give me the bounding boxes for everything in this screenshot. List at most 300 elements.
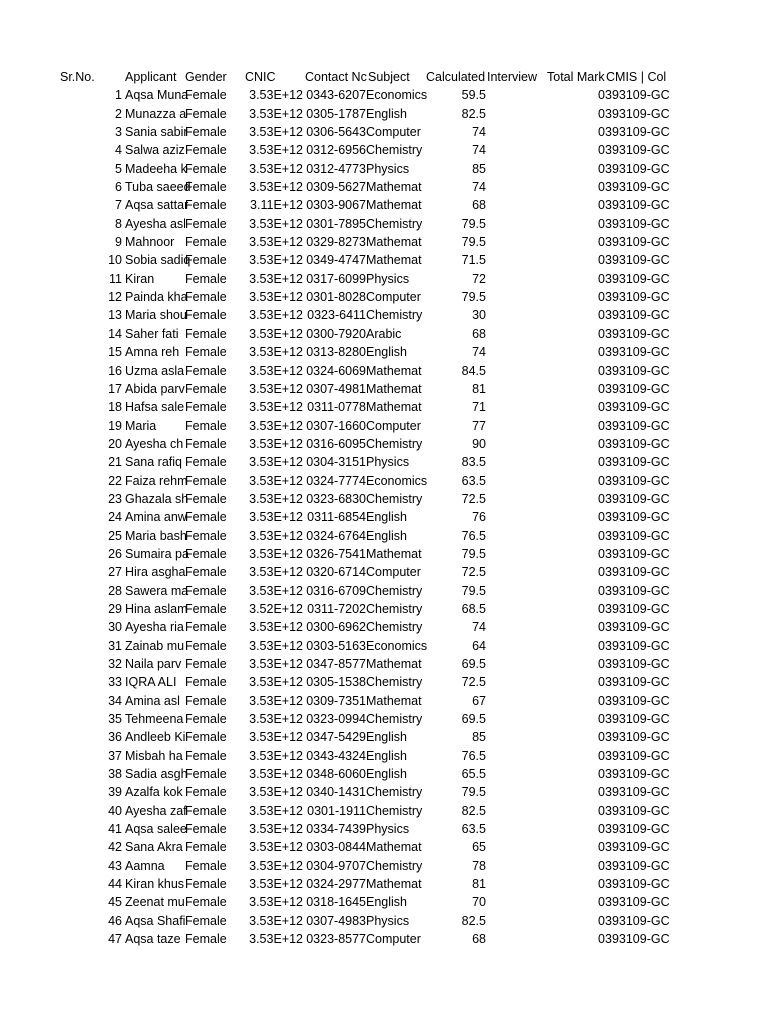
- cell-calculated: 79.5: [461, 235, 486, 250]
- cell-srno: 33: [108, 675, 122, 690]
- cell-gender: Female: [185, 418, 227, 433]
- cell-total: 0: [598, 638, 605, 653]
- header-cnic: CNIC: [245, 70, 276, 84]
- cell-contact: 0324-7774: [306, 473, 366, 488]
- cell-total: 0: [598, 106, 605, 121]
- cell-cmis: 393109-GC: [605, 290, 670, 305]
- cell-subject: Computer: [366, 565, 421, 580]
- cell-cmis: 393109-GC: [605, 840, 670, 855]
- cell-calculated: 68: [472, 198, 486, 213]
- cell-contact: 0307-4981: [306, 381, 366, 396]
- cell-srno: 32: [108, 657, 122, 671]
- cell-subject: Mathemat: [366, 693, 422, 708]
- cell-calculated: 69.5: [461, 712, 486, 727]
- cell-total: 0: [598, 767, 605, 782]
- cell-total: 0: [598, 565, 605, 580]
- cell-gender: Female: [185, 473, 227, 488]
- cell-contact: 0303-9067: [306, 198, 366, 213]
- cell-total: 0: [598, 473, 605, 488]
- cell-contact: 0301-7895: [306, 216, 366, 231]
- cell-cnic: 3.53E+12: [249, 436, 303, 451]
- cell-cnic: 3.53E+12: [249, 858, 303, 873]
- cell-srno: 40: [108, 803, 122, 818]
- cell-total: 0: [598, 345, 605, 360]
- cell-contact: 0324-6069: [306, 363, 366, 378]
- cell-gender: Female: [185, 638, 227, 653]
- cell-subject: Computer: [366, 932, 421, 947]
- cell-cnic: 3.53E+12: [249, 363, 303, 378]
- cell-cnic: 3.53E+12: [249, 290, 303, 305]
- cell-calculated: 65: [472, 840, 486, 855]
- cell-applicant: Aqsa Muna: [125, 88, 189, 103]
- cell-gender: Female: [185, 271, 227, 286]
- cell-contact: 0301-1911: [307, 803, 366, 818]
- cell-gender: Female: [185, 620, 227, 635]
- cell-cnic: 3.53E+12: [249, 235, 303, 250]
- cell-applicant: Salwa aziz: [125, 143, 185, 158]
- table-row: [0, 288, 768, 306]
- cell-total: 0: [598, 730, 605, 745]
- cell-subject: Chemistry: [366, 785, 423, 800]
- cell-subject: English: [366, 510, 407, 525]
- cell-subject: English: [366, 730, 407, 745]
- table-row: [0, 490, 768, 508]
- cell-cnic: 3.53E+12: [249, 418, 303, 433]
- cell-applicant: Tuba saeed: [125, 180, 191, 195]
- cell-total: 0: [598, 510, 605, 525]
- cell-srno: 23: [108, 491, 122, 506]
- cell-contact: 0343-6207: [306, 88, 366, 103]
- cell-cnic: 3.53E+12: [249, 638, 303, 653]
- cell-gender: Female: [185, 748, 227, 763]
- cell-cnic: 3.53E+12: [249, 400, 303, 415]
- header-row: [0, 68, 768, 86]
- cell-total: 0: [598, 601, 605, 616]
- cell-subject: Economics: [366, 638, 428, 653]
- cell-applicant: Faiza rehm: [125, 473, 188, 488]
- cell-total: 0: [598, 198, 605, 213]
- cell-applicant: Aqsa salee: [125, 822, 187, 837]
- cell-contact: 0307-4983: [306, 913, 366, 928]
- cell-calculated: 68: [472, 932, 486, 947]
- cell-applicant: Amina anw: [125, 510, 187, 525]
- cell-cmis: 393109-GC: [605, 895, 670, 910]
- cell-calculated: 82.5: [461, 913, 486, 928]
- cell-cnic: 3.53E+12: [249, 565, 303, 580]
- cell-contact: 0313-8280: [306, 345, 366, 360]
- cell-total: 0: [598, 877, 605, 892]
- cell-srno: 12: [108, 290, 122, 305]
- header-calculated: Calculated: [426, 70, 486, 84]
- cell-applicant: Saher fati: [125, 326, 179, 341]
- cell-applicant: Hafsa sale: [125, 400, 185, 415]
- cell-cnic: 3.52E+12: [249, 601, 303, 616]
- cell-cmis: 393109-GC: [605, 345, 670, 360]
- cell-gender: Female: [185, 822, 227, 837]
- cell-total: 0: [598, 620, 605, 635]
- cell-contact: 0323-0994: [306, 712, 366, 727]
- cell-calculated: 64: [472, 638, 486, 653]
- cell-cnic: 3.53E+12: [249, 216, 303, 231]
- cell-srno: 37: [108, 748, 122, 763]
- cell-cnic: 3.53E+12: [249, 308, 303, 323]
- cell-total: 0: [598, 271, 605, 286]
- cell-gender: Female: [185, 913, 227, 928]
- cell-srno: 24: [108, 510, 122, 525]
- cell-contact: 0347-5429: [306, 730, 366, 745]
- cell-cnic: 3.53E+12: [249, 785, 303, 800]
- cell-calculated: 76.5: [461, 748, 486, 763]
- cell-calculated: 63.5: [461, 473, 486, 488]
- cell-cnic: 3.53E+12: [249, 381, 303, 396]
- table-row: [0, 820, 768, 838]
- cell-total: 0: [598, 436, 605, 451]
- table-row: [0, 453, 768, 471]
- cell-total: 0: [598, 693, 605, 708]
- table-row: [0, 472, 768, 490]
- cell-cnic: 3.53E+12: [249, 180, 303, 195]
- cell-subject: Chemistry: [366, 620, 423, 635]
- cell-srno: 47: [108, 932, 122, 947]
- cell-cmis: 393109-GC: [605, 235, 670, 250]
- table-row: [0, 123, 768, 141]
- cell-cmis: 393109-GC: [605, 106, 670, 121]
- cell-cmis: 393109-GC: [605, 638, 670, 653]
- cell-total: 0: [598, 785, 605, 800]
- cell-calculated: 82.5: [461, 803, 486, 818]
- cell-applicant: Aqsa Shafi: [125, 913, 186, 928]
- cell-applicant: Maria shou: [125, 308, 187, 323]
- cell-applicant: Sumaira pa: [125, 546, 189, 561]
- cell-cnic: 3.53E+12: [249, 473, 303, 488]
- cell-subject: Chemistry: [366, 858, 423, 873]
- cell-contact: 0349-4747: [306, 253, 366, 268]
- cell-contact: 0324-6764: [306, 528, 366, 543]
- table-row: [0, 435, 768, 453]
- cell-cnic: 3.53E+12: [249, 693, 303, 708]
- cell-applicant: Sana Akra: [125, 840, 183, 855]
- cell-srno: 2: [115, 106, 122, 121]
- cell-calculated: 74: [472, 620, 486, 635]
- table-row: [0, 747, 768, 765]
- cell-cnic: 3.53E+12: [249, 583, 303, 598]
- table-row: [0, 728, 768, 746]
- cell-cmis: 393109-GC: [605, 308, 670, 323]
- cell-calculated: 68: [472, 326, 486, 341]
- cell-srno: 39: [108, 785, 122, 800]
- cell-total: 0: [598, 381, 605, 396]
- cell-cnic: 3.53E+12: [249, 730, 303, 745]
- cell-subject: Economics: [366, 473, 428, 488]
- table-row: [0, 802, 768, 820]
- cell-cmis: 393109-GC: [605, 271, 670, 286]
- cell-applicant: Ayesha asl: [125, 216, 186, 231]
- cell-calculated: 81: [472, 381, 486, 396]
- cell-cmis: 393109-GC: [605, 822, 670, 837]
- cell-cmis: 393109-GC: [605, 161, 670, 176]
- cell-applicant: Naila parv: [125, 657, 182, 671]
- cell-cmis: 393109-GC: [605, 253, 670, 268]
- cell-cnic: 3.53E+12: [249, 803, 303, 818]
- table-row: [0, 398, 768, 416]
- cell-cmis: 393109-GC: [605, 180, 670, 195]
- cell-calculated: 72: [472, 271, 486, 286]
- cell-cnic: 3.53E+12: [249, 546, 303, 561]
- cell-applicant: Uzma asla: [125, 363, 185, 378]
- cell-calculated: 72.5: [461, 675, 486, 690]
- cell-srno: 13: [108, 308, 122, 323]
- cell-applicant: Azalfa kok: [125, 785, 183, 800]
- cell-applicant: Hira asgha: [125, 565, 186, 580]
- cell-gender: Female: [185, 712, 227, 727]
- cell-total: 0: [598, 932, 605, 947]
- cell-cnic: 3.53E+12: [249, 767, 303, 782]
- cell-gender: Female: [185, 161, 227, 176]
- cell-cmis: 393109-GC: [605, 473, 670, 488]
- cell-calculated: 82.5: [461, 106, 486, 121]
- cell-cnic: 3.53E+12: [249, 913, 303, 928]
- cell-srno: 34: [108, 693, 122, 708]
- table-row: [0, 343, 768, 361]
- cell-cmis: 393109-GC: [605, 546, 670, 561]
- cell-applicant: Zainab mu: [125, 638, 185, 653]
- cell-srno: 19: [108, 418, 122, 433]
- cell-subject: Mathemat: [366, 235, 422, 250]
- cell-applicant: Sania sabir: [125, 125, 188, 140]
- cell-calculated: 84.5: [461, 363, 486, 378]
- cell-srno: 31: [108, 638, 122, 653]
- cell-gender: Female: [185, 125, 227, 140]
- cell-gender: Female: [185, 88, 227, 103]
- cell-gender: Female: [185, 785, 227, 800]
- cell-cmis: 393109-GC: [605, 528, 670, 543]
- cell-contact: 0316-6709: [306, 583, 366, 598]
- cell-srno: 11: [109, 271, 122, 286]
- cell-applicant: Hina aslam: [125, 601, 188, 616]
- cell-subject: Chemistry: [366, 712, 423, 727]
- table-row: [0, 673, 768, 691]
- cell-subject: Computer: [366, 290, 421, 305]
- cell-cmis: 393109-GC: [605, 785, 670, 800]
- table-body: [0, 86, 768, 948]
- cell-gender: Female: [185, 143, 227, 158]
- cell-gender: Female: [185, 363, 227, 378]
- cell-calculated: 68.5: [461, 601, 486, 616]
- cell-total: 0: [598, 125, 605, 140]
- cell-contact: 0301-8028: [306, 290, 366, 305]
- cell-subject: Mathemat: [366, 877, 422, 892]
- cell-total: 0: [598, 546, 605, 561]
- cell-cnic: 3.53E+12: [249, 161, 303, 176]
- cell-calculated: 85: [472, 161, 486, 176]
- cell-subject: Chemistry: [366, 491, 423, 506]
- cell-cnic: 3.53E+12: [249, 143, 303, 158]
- cell-contact: 0334-7439: [306, 822, 366, 837]
- cell-applicant: Ayesha zaf: [125, 803, 187, 818]
- cell-cmis: 393109-GC: [605, 583, 670, 598]
- cell-gender: Female: [185, 803, 227, 818]
- cell-applicant: Aamna: [125, 858, 165, 873]
- cell-gender: Female: [185, 253, 227, 268]
- cell-gender: Female: [185, 345, 227, 360]
- cell-applicant: Abida parv: [125, 381, 185, 396]
- cell-cnic: 3.53E+12: [249, 491, 303, 506]
- cell-calculated: 30: [472, 308, 486, 323]
- cell-contact: 0311-7202: [307, 601, 366, 616]
- cell-contact: 0311-6854: [307, 510, 366, 525]
- cell-srno: 4: [115, 143, 122, 158]
- cell-subject: English: [366, 748, 407, 763]
- cell-cmis: 393109-GC: [605, 657, 670, 671]
- cell-gender: Female: [185, 308, 227, 323]
- cell-total: 0: [598, 143, 605, 158]
- table-row: [0, 251, 768, 269]
- cell-contact: 0305-1538: [306, 675, 366, 690]
- cell-cnic: 3.53E+12: [249, 271, 303, 286]
- cell-contact: 0326-7541: [306, 546, 366, 561]
- cell-cmis: 393109-GC: [605, 143, 670, 158]
- cell-calculated: 76.5: [461, 528, 486, 543]
- cell-subject: Mathemat: [366, 840, 422, 855]
- table-row: [0, 325, 768, 343]
- cell-cmis: 393109-GC: [605, 620, 670, 635]
- table-row: [0, 875, 768, 893]
- cell-cmis: 393109-GC: [605, 767, 670, 782]
- cell-cmis: 393109-GC: [605, 858, 670, 873]
- cell-srno: 21: [108, 455, 122, 470]
- cell-subject: Chemistry: [366, 308, 423, 323]
- cell-gender: Female: [185, 858, 227, 873]
- cell-srno: 46: [108, 913, 122, 928]
- cell-gender: Female: [185, 932, 227, 947]
- cell-calculated: 76: [472, 510, 486, 525]
- cell-srno: 28: [108, 583, 122, 598]
- cell-subject: Chemistry: [366, 583, 423, 598]
- cell-contact: 0306-5643: [306, 125, 366, 140]
- cell-gender: Female: [185, 326, 227, 341]
- cell-applicant: Painda kha: [125, 290, 188, 305]
- cell-gender: Female: [185, 400, 227, 415]
- cell-gender: Female: [185, 528, 227, 543]
- cell-total: 0: [598, 235, 605, 250]
- cell-applicant: Amina asl: [125, 693, 180, 708]
- table-row: [0, 196, 768, 214]
- cell-srno: 25: [108, 528, 122, 543]
- cell-contact: 0304-3151: [306, 455, 366, 470]
- cell-total: 0: [598, 216, 605, 231]
- table-row: [0, 563, 768, 581]
- table-row: [0, 545, 768, 563]
- cell-srno: 38: [108, 767, 122, 782]
- cell-calculated: 78: [472, 858, 486, 873]
- cell-cmis: 393109-GC: [605, 436, 670, 451]
- cell-contact: 0348-6060: [306, 767, 366, 782]
- cell-total: 0: [598, 675, 605, 690]
- cell-srno: 17: [108, 381, 122, 396]
- cell-srno: 22: [108, 473, 122, 488]
- cell-contact: 0317-6099: [306, 271, 366, 286]
- cell-cnic: 3.11E+12: [250, 198, 303, 213]
- cell-total: 0: [598, 253, 605, 268]
- cell-srno: 1: [115, 88, 122, 103]
- cell-applicant: Aqsa taze: [125, 932, 181, 947]
- cell-applicant: Ayesha ria: [125, 620, 184, 635]
- cell-cmis: 393109-GC: [605, 748, 670, 763]
- table-row: [0, 380, 768, 398]
- cell-contact: 0347-8577: [306, 657, 366, 671]
- table-row: [0, 893, 768, 911]
- cell-contact: 0303-0844: [306, 840, 366, 855]
- cell-contact: 0303-5163: [306, 638, 366, 653]
- cell-srno: 29: [108, 601, 122, 616]
- cell-calculated: 81: [472, 877, 486, 892]
- cell-cmis: 393109-GC: [605, 932, 670, 947]
- cell-gender: Female: [185, 180, 227, 195]
- cell-cmis: 393109-GC: [605, 363, 670, 378]
- cell-cmis: 393109-GC: [605, 510, 670, 525]
- cell-subject: Chemistry: [366, 675, 423, 690]
- cell-contact: 0329-8273: [306, 235, 366, 250]
- cell-cmis: 393109-GC: [605, 712, 670, 727]
- cell-contact: 0312-6956: [306, 143, 366, 158]
- cell-gender: Female: [185, 730, 227, 745]
- cell-calculated: 72.5: [461, 491, 486, 506]
- table-row: [0, 160, 768, 178]
- cell-gender: Female: [185, 106, 227, 121]
- cell-applicant: Sobia sadiq: [125, 253, 191, 268]
- cell-srno: 45: [108, 895, 122, 910]
- table-row: [0, 930, 768, 948]
- cell-contact: 0304-9707: [306, 858, 366, 873]
- cell-applicant: Maria: [125, 418, 157, 433]
- cell-contact: 0324-2977: [306, 877, 366, 892]
- cell-calculated: 85: [472, 730, 486, 745]
- header-subject: Subject: [368, 70, 410, 84]
- cell-srno: 42: [108, 840, 122, 855]
- cell-cnic: 3.53E+12: [249, 510, 303, 525]
- cell-contact: 0305-1787: [306, 106, 366, 121]
- table-row: [0, 141, 768, 159]
- cell-subject: Mathemat: [366, 400, 422, 415]
- cell-cmis: 393109-GC: [605, 803, 670, 818]
- cell-calculated: 77: [472, 418, 486, 433]
- cell-gender: Female: [185, 840, 227, 855]
- cell-subject: Mathemat: [366, 198, 422, 213]
- cell-total: 0: [598, 418, 605, 433]
- cell-cnic: 3.53E+12: [249, 932, 303, 947]
- cell-srno: 7: [115, 198, 122, 213]
- cell-contact: 0312-4773: [306, 161, 366, 176]
- table-row: [0, 105, 768, 123]
- cell-cmis: 393109-GC: [605, 418, 670, 433]
- header-applicant: Applicant: [125, 70, 177, 84]
- cell-calculated: 74: [472, 345, 486, 360]
- cell-contact: 0309-5627: [306, 180, 366, 195]
- cell-calculated: 59.5: [461, 88, 486, 103]
- cell-srno: 27: [108, 565, 122, 580]
- cell-calculated: 74: [472, 143, 486, 158]
- table-row: [0, 508, 768, 526]
- cell-subject: Mathemat: [366, 657, 422, 671]
- cell-total: 0: [598, 803, 605, 818]
- header-contact: Contact Nc: [305, 70, 367, 84]
- cell-applicant: Ghazala sh: [125, 491, 189, 506]
- cell-subject: Mathemat: [366, 546, 422, 561]
- cell-gender: Female: [185, 895, 227, 910]
- cell-calculated: 79.5: [461, 785, 486, 800]
- cell-cnic: 3.53E+12: [249, 106, 303, 121]
- cell-subject: Chemistry: [366, 601, 423, 616]
